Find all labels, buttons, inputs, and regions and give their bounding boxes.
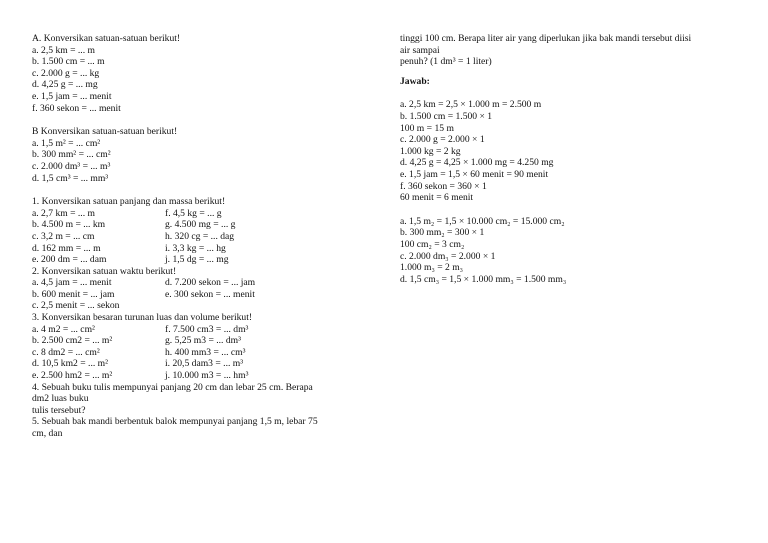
answer-b-line: d. 1,5 cm₃ = 1,5 × 1.000 mm₃ = 1.500 mm₃ (400, 273, 567, 285)
item-right: g. 4.500 mg = ... g (165, 219, 236, 231)
item-right: f. 7.500 cm3 = ... dm³ (165, 323, 249, 335)
answer-b-line: b. 300 mm₂ = 300 × 1 (400, 227, 485, 239)
question-1-row (32, 243, 367, 255)
answer-a-line: d. 4,25 g = 4,25 × 1.000 mg = 4.250 mg (400, 157, 554, 169)
item-left: b. 4.500 m = ... km (32, 219, 106, 231)
question-4-text: dm2 luas buku (32, 393, 89, 405)
question-1-row (32, 219, 367, 231)
question-5-continued: air sampai (400, 44, 440, 56)
question-2-row (32, 289, 367, 301)
section-b-item: d. 1,5 cm³ = ... mm³ (32, 172, 109, 184)
item-left: c. 2,5 menit = ... sekon (32, 300, 120, 312)
item-right: j. 1,5 dg = ... mg (165, 254, 229, 266)
item-left: a. 2,7 km = ... m (32, 207, 95, 219)
question-3-title: 3. Konversikan besaran turunan luas dan volume berikut! (32, 312, 253, 324)
answer-heading: Jawab: (400, 75, 430, 87)
question-2-row (32, 277, 367, 289)
item-right: g. 5,25 m3 = ... dm³ (165, 335, 241, 347)
question-3-row (32, 358, 367, 370)
answer-b-line: 100 cm₂ = 3 cm₂ (400, 238, 465, 250)
section-a-item: f. 360 sekon = ... menit (32, 102, 121, 114)
question-4-text: 4. Sebuah buku tulis mempunyai panjang 20 cm dan lebar 25 cm. Berapa (32, 381, 313, 393)
answer-b-line: a. 1,5 m₂ = 1,5 × 10.000 cm₂ = 15.000 cm₂ (400, 215, 565, 227)
section-a-item: c. 2.000 g = ... kg (32, 67, 100, 79)
item-left: a. 4,5 jam = ... menit (32, 277, 112, 289)
item-right: i. 3,3 kg = ... hg (165, 242, 226, 254)
question-1-row (32, 231, 367, 243)
section-b-title: B Konversikan satuan-satuan berikut! (32, 126, 178, 138)
answer-a-line: e. 1,5 jam = 1,5 × 60 menit = 90 menit (400, 168, 549, 180)
item-left: e. 200 dm = ... dam (32, 254, 107, 266)
section-a-item: a. 2,5 km = ... m (32, 44, 95, 56)
answer-a-line: 100 m = 15 m (400, 122, 454, 134)
item-right: f. 4,5 kg = ... g (165, 207, 222, 219)
item-right: e. 300 sekon = ... menit (165, 288, 255, 300)
question-5-text: 5. Sebuah bak mandi berbentuk balok mempunyai panjang 1,5 m, lebar 75 (32, 416, 318, 428)
section-a-item: e. 1,5 jam = ... menit (32, 90, 112, 102)
question-5-text: cm, dan (32, 428, 63, 439)
question-3-row (32, 335, 367, 347)
answer-b-line: 1.000 m₃ = 2 m₃ (400, 262, 464, 274)
item-left: b. 2.500 cm2 = ... m² (32, 335, 113, 347)
question-3-row (32, 370, 367, 382)
item-left: b. 600 menit = ... jam (32, 288, 115, 300)
question-2-row (32, 300, 367, 312)
answer-a-line: f. 360 sekon = 360 × 1 (400, 180, 487, 192)
item-right: i. 20,5 dam3 = ... m³ (165, 358, 244, 370)
question-5-continued: tinggi 100 cm. Berapa liter air yang diperlukan jika bak mandi tersebut diisi (400, 33, 692, 44)
item-left: d. 10,5 km2 = ... m² (32, 358, 108, 370)
question-1-title: 1. Konversikan satuan panjang dan massa berikut! (32, 196, 226, 208)
item-right: h. 320 cg = ... dag (165, 230, 235, 242)
item-right: d. 7.200 sekon = ... jam (165, 277, 256, 289)
item-left: c. 3,2 m = ... cm (32, 230, 95, 242)
item-left: c. 8 dm2 = ... cm² (32, 346, 100, 358)
item-left: a. 4 m2 = ... cm² (32, 323, 95, 335)
section-a-title: A. Konversikan satuan-satuan berikut! (32, 33, 181, 44)
section-a-item: b. 1.500 cm = ... m (32, 56, 105, 68)
left-column (32, 33, 367, 440)
answer-a-line: b. 1.500 cm = 1.500 × 1 (400, 110, 493, 122)
item-left: d. 162 mm = ... m (32, 242, 101, 254)
item-right: h. 400 mm3 = ... cm³ (165, 346, 246, 358)
answer-b-line: c. 2.000 dm₃ = 2.000 × 1 (400, 250, 496, 262)
question-1-row (32, 208, 367, 220)
item-right: j. 10.000 m3 = ... hm³ (165, 370, 249, 382)
section-b-item: b. 300 mm² = ... cm² (32, 149, 111, 161)
answer-a-line: 1.000 kg = 2 kg (400, 145, 461, 157)
answer-a-line: c. 2.000 g = 2.000 × 1 (400, 134, 485, 146)
section-b-item: c. 2.000 dm³ = ... m³ (32, 160, 111, 172)
question-3-row (32, 324, 367, 336)
section-b-item: a. 1,5 m² = ... cm² (32, 137, 101, 149)
answer-a-line: a. 2,5 km = 2,5 × 1.000 m = 2.500 m (400, 99, 542, 111)
question-1-row (32, 254, 367, 266)
question-3-row (32, 347, 367, 359)
right-column (400, 33, 740, 285)
section-a-item: d. 4,25 g = ... mg (32, 79, 98, 91)
answer-a-line: 60 menit = 6 menit (400, 192, 474, 204)
question-2-title: 2. Konversikan satuan waktu berikut! (32, 265, 177, 277)
question-5-continued: penuh? (1 dm³ = 1 liter) (400, 56, 492, 68)
item-left: e. 2.500 hm2 = ... m² (32, 370, 113, 382)
question-4-text: tulis tersebut? (32, 404, 86, 416)
